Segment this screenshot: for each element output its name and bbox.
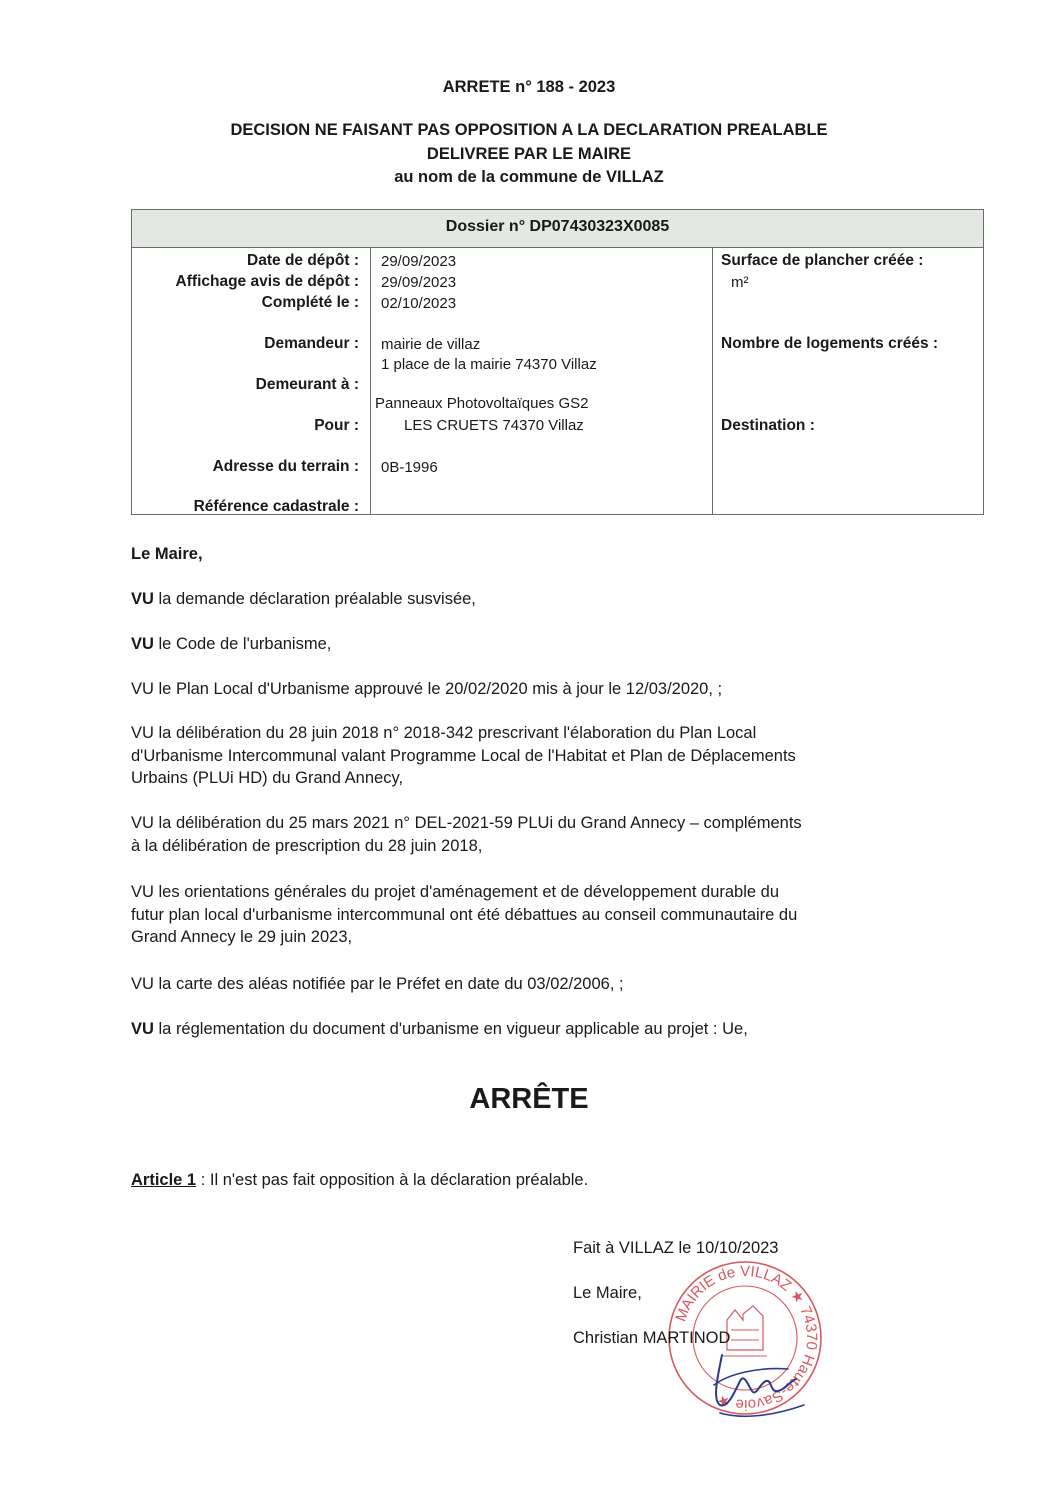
vu-paragraph-4 [131, 722, 961, 790]
vu-text: Urbains (PLUi HD) du Grand Annecy, [131, 769, 404, 787]
value-demandeur: mairie de villaz [381, 336, 481, 353]
dossier-table [131, 209, 984, 515]
arrete-number: ARRETE n° 188 - 2023 [442, 78, 616, 96]
label-demandeur: Demandeur : [264, 335, 359, 352]
vu-keyword: VU [131, 724, 154, 742]
column-divider [370, 248, 371, 514]
vu-keyword: VU [131, 590, 154, 608]
signature-name: Christian MARTINOD [573, 1329, 731, 1347]
vu-paragraph-3 [131, 678, 961, 701]
value-date-depot: 29/09/2023 [381, 253, 457, 270]
vu-keyword: VU [131, 975, 154, 993]
label-reference: Référence cadastrale : [193, 498, 359, 515]
label-affichage: Affichage avis de dépôt : [175, 273, 359, 290]
vu-keyword: VU [131, 680, 154, 698]
vu-paragraph-1 [131, 588, 961, 611]
value-pour: Panneaux Photovoltaïques GS2 [375, 395, 589, 412]
vu-text: Grand Annecy le 29 juin 2023, [131, 928, 353, 946]
label-complete: Complété le : [261, 294, 359, 311]
vu-text: d'Urbanisme Intercommunal valant Programme Local de l'Habitat et Plan de Déplacements [131, 746, 796, 765]
dossier-number: Dossier n° DP07430323X0085 [132, 210, 983, 248]
document-title-line2: DELIVREE PAR LE MAIRE [426, 145, 632, 163]
vu-paragraph-8 [131, 1018, 961, 1041]
value-reference: 0B-1996 [381, 459, 438, 476]
label-destination: Destination : [721, 417, 815, 434]
vu-text: la délibération du 28 juin 2018 n° 2018-342 prescrivant l'élaboration du Plan Local [158, 724, 757, 742]
value-demeurant: 1 place de la mairie 74370 Villaz [381, 356, 597, 373]
svg-text:MAIRIE de VILLAZ ★ 74370 Haute: MAIRIE de VILLAZ ★ 74370 Haute-Savoie ★ [672, 1262, 821, 1414]
signature-place-date: Fait à VILLAZ le 10/10/2023 [573, 1239, 779, 1257]
vu-text: la délibération du 25 mars 2021 n° DEL-2021-59 PLUi du Grand Annecy – compléments [158, 814, 802, 832]
label-adresse: Adresse du terrain : [212, 458, 359, 475]
label-surface: Surface de plancher créée : [721, 252, 924, 269]
vu-text: le Plan Local d'Urbanisme approuvé le 20/02/2020 mis à jour le 12/03/2020, ; [158, 680, 723, 698]
signature-role: Le Maire, [573, 1284, 642, 1302]
vu-text: la demande déclaration préalable susvisée, [158, 590, 476, 608]
label-date-depot: Date de dépôt : [247, 252, 359, 269]
vu-keyword: VU [131, 1020, 154, 1038]
vu-text: à la délibération de prescription du 28 juin 2018, [131, 836, 483, 855]
document-title-line3: au nom de la commune de VILLAZ [394, 168, 664, 186]
vu-keyword: VU [131, 814, 154, 832]
vu-text: le Code de l'urbanisme, [158, 635, 332, 653]
value-affichage: 29/09/2023 [381, 274, 457, 291]
value-adresse: LES CRUETS 74370 Villaz [404, 417, 584, 434]
value-surface-unit: m² [731, 274, 749, 291]
vu-text: la réglementation du document d'urbanisme en vigueur applicable au projet : Ue, [158, 1020, 748, 1038]
vu-paragraph-5 [131, 812, 961, 857]
vu-keyword: VU [131, 635, 154, 653]
salutation: Le Maire, [131, 545, 203, 563]
document-title-line1: DECISION NE FAISANT PAS OPPOSITION A LA DECLARATION PREALABLE [230, 121, 828, 139]
vu-keyword: VU [131, 883, 154, 901]
article-1 [131, 1171, 588, 1190]
vu-text: les orientations générales du projet d'aménagement et de développement durable du [158, 883, 780, 901]
label-logements: Nombre de logements créés : [721, 335, 939, 352]
article-1-label: Article 1 [131, 1171, 197, 1189]
label-pour: Pour : [314, 417, 359, 434]
value-complete: 02/10/2023 [381, 295, 457, 312]
article-1-text: : Il n'est pas fait opposition à la déclaration préalable. [196, 1171, 589, 1189]
vu-paragraph-2 [131, 633, 961, 656]
arrete-heading: ARRÊTE [469, 1083, 589, 1115]
column-divider [712, 248, 713, 514]
vu-text: futur plan local d'urbanisme intercommunal ont été débattues au conseil communautaire du [131, 905, 798, 924]
vu-paragraph-7 [131, 973, 961, 996]
vu-text: la carte des aléas notifiée par le Préfet en date du 03/02/2006, ; [158, 975, 624, 993]
handwritten-signature [700, 1345, 810, 1425]
vu-paragraph-6 [131, 881, 961, 949]
label-demeurant: Demeurant à : [255, 376, 359, 393]
